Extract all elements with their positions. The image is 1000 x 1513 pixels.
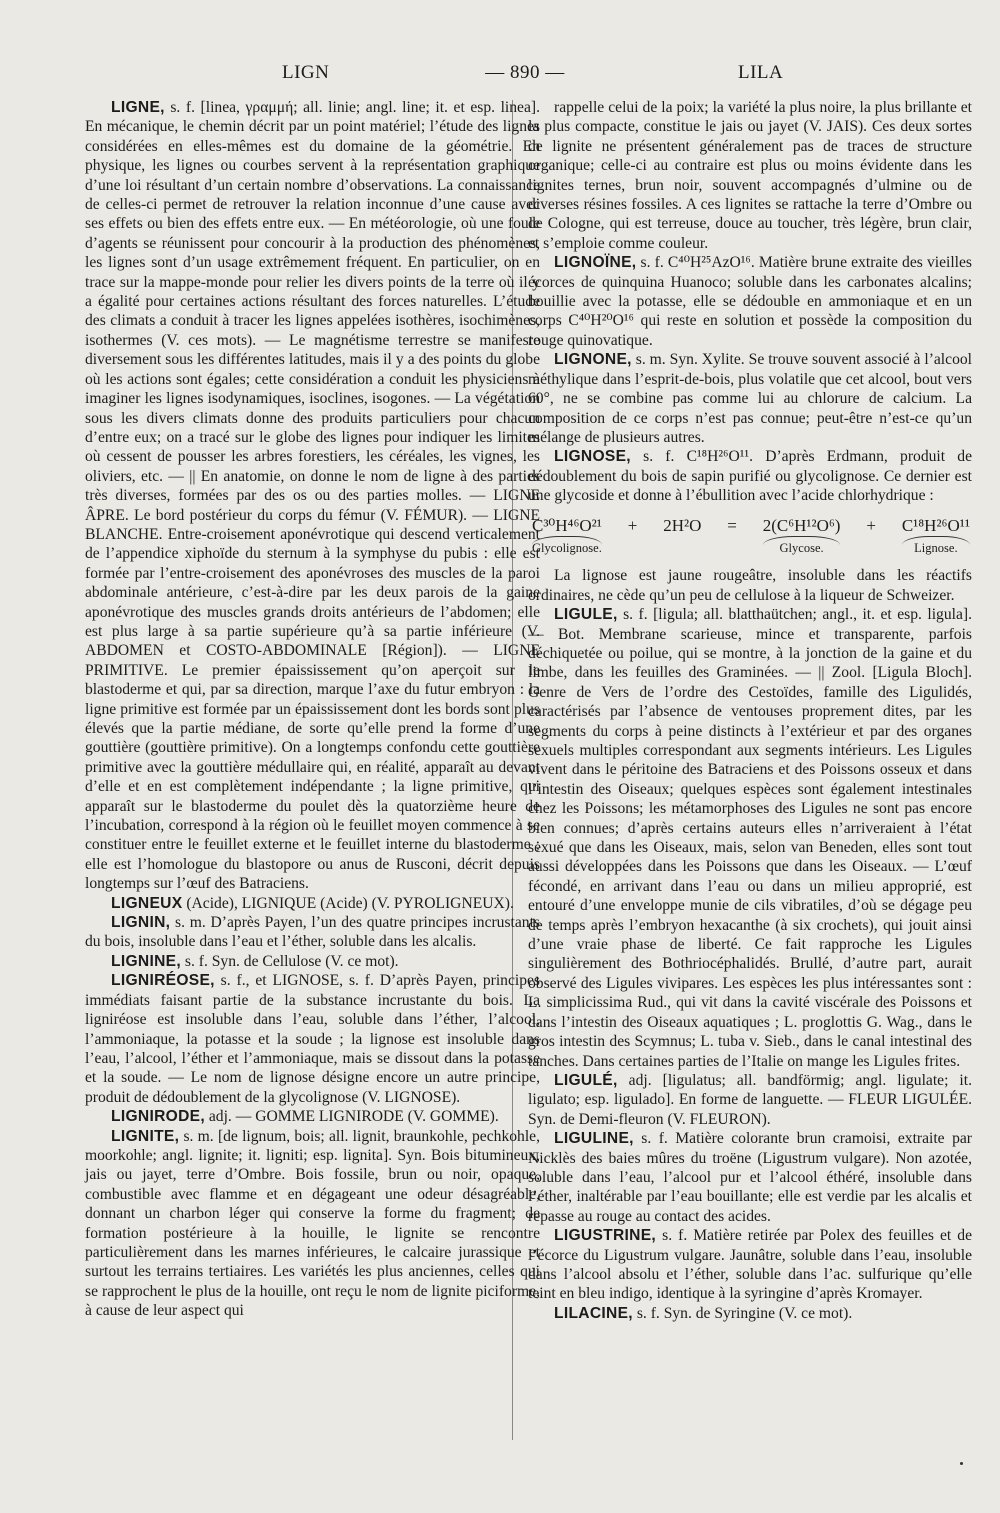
equation-term-water (663, 516, 701, 535)
equation-term-glycolignose (532, 516, 602, 559)
dictionary-entry (528, 1071, 972, 1129)
dictionary-entry (85, 913, 540, 952)
entry-text: s. f. C¹⁸H²⁶O¹¹. D’après Erdmann, produit de dédoublement du bois de sapin purifié ou glycolignose. Ce dernier est une glycoside et donne à l’ébullition avec l’acide chlorhydrique : (528, 448, 972, 505)
dictionary-entry (85, 1107, 540, 1126)
equation-term-lignose (902, 516, 970, 559)
chemical-equation (532, 516, 970, 559)
page-number: — 890 — (485, 62, 565, 83)
entry-text: s. f. [linea, γραμμή; all. linie; angl. line; it. et esp. linea]. En mécanique, le chemin décrit par un point matériel; l’étude des lignes considérées en elles-mêmes est du domaine de la géométrie. En physique, les lignes ou courbes servent à la représentation graphique d’une loi résultant d’un certain nombre d’observations. La connaissance de celles-ci permet de retrouver la relation inconnue d’une cause avec ses effets ou bien des effets entre eux. — En météorologie, où une foule d’agents se réunissent pour concourir à la production des phénomènes, les lignes sont d’un usage extrêmement fréquent. En particulier, on en trace sur la mappe-monde pour relier les divers points de la terre où il y a égalité pour certaines actions résultant des forces naturelles. L’étude des climats a conduit à tracer les lignes appelées isothères, isochimènes, isothermes (V. ces mots). — Le magnétisme terrestre se manifeste diversement sous les différentes latitudes, mais il y a des points du globe où les actions sont égales; cette considération a conduit les physiciens à imaginer les lignes isodynamiques, isoclines, isogones. — La végétation sous les divers climats donne des produits particuliers pour chacun d’entre eux; on a tracé sur le globe des lignes pour indiquer les limites où cessent de pousser les arbres forestiers, les céréales, les vignes, les oliviers, etc. — || En anatomie, on donne le nom de ligne à des parties très diverses, formées par des os ou des parties molles. — LIGNE ÂPRE. Le bord postérieur du corps du fémur (V. FÉMUR). — LIGNE BLANCHE. Entre-croisement aponévrotique qui descend verticalement de l’appendice xiphoïde du sternum à la symphyse du pubis : elle est formée par l’entre-croisement des aponévroses des muscles de la paroi abdominale antérieure, c’est-à-dire par les deux parois de la gaine aponévrotique des muscles grands droits antérieurs de l’abdomen; elle est plus large à sa partie supérieure qu’à sa partie inférieure (V. ABDOMEN et COSTO-ABDOMINALE [Région]). — LIGNE PRIMITIVE. Le premier épaississement qu’on aperçoit sur le blastoderme et qui, par sa direction, marque l’axe du futur embryon : la ligne primitive est formée par un épaississement dont les bords sont plus élevés que la partie médiane, de sorte qu’elle prend la forme d’une gouttière (gouttière primitive). On a longtemps confondu cette gouttière primitive avec la gouttière médullaire qui, en réalité, apparaît au devant d’elle et en est complètement indépendante ; la ligne primitive, qui apparaît sur le blastoderme du poulet dès la quatorzième heure de l’incubation, correspond à la région où le feuillet moyen commence à se constituer entre le feuillet externe et le feuillet interne du blastoderme ; elle est l’homologue du blastopore ou anus de Rusconi, décrit depuis longtemps sur l’œuf des Batraciens. (85, 99, 540, 893)
entry-text: rappelle celui de la poix; la variété la plus noire, la plus brillante et la plus compacte, constitue le jais ou jayet (V. JAIS). Ces deux sortes de lignite ne présentent généralement pas de traces de structure organique; celle-ci au contraire est plus ou moins évidente dans les lignites ternes, brun noir, souvent accompagnés d’ulmine ou de diverses résines fossiles. A ces lignites se rattache la terre d’Ombre ou de Cologne, qui est terreuse, douce au toucher, très légère, brun clair, et s’emploie comme couleur. (528, 99, 972, 252)
dictionary-entry (85, 894, 540, 913)
entry-text: s. f. Syn. de Syringine (V. ce mot). (632, 1304, 853, 1322)
entry-headword: LIGNOÏNE, (554, 254, 637, 272)
entry-text: s. f., et LIGNOSE, s. f. D’après Payen, principes immédiats faisant partie de la substance incrustante du bois. La ligniréose est insoluble dans l’eau, soluble dans l’éther, l’alcool, l’ammoniaque, la potasse et la soude ; la lignose est insoluble dans l’eau, l’alcool, l’éther et l’ammoniaque, mais se dissout dans la potasse et la soude. — Le nom de lignose désigne encore un autre principe, produit de dédoublement de la glycolignose (V. LIGNOSE). (85, 972, 540, 1106)
formula-glycose: 2(C⁶H¹²O⁶) (762, 515, 841, 535)
right-column (528, 98, 972, 1323)
header-left-guideword: LIGN (282, 62, 330, 83)
equals-sign: = (727, 515, 737, 535)
formula-lignose: C¹⁸H²⁶O¹¹ (901, 515, 970, 535)
dictionary-entry (85, 971, 540, 1107)
entry-text: s. f. Matière colorante brun cramoisi, extraite par Nicklès des baies mûres du troëne (Ligustrum vulgare). Non azotée, soluble dans l’eau, l’alcool pur et l’alcool éthéré, insoluble dans l’éther, inaltérable par l’eau bouillante; elle est verdie par les alcalis et repasse au rouge au contact des acides. (528, 1130, 972, 1225)
header-right-guideword: LILA (738, 62, 784, 83)
entry-text: (Acide), LIGNIQUE (Acide) (V. PYROLIGNEUX). (182, 894, 514, 912)
label-glycolignose: Glycolignose. (532, 536, 602, 558)
label-glycose: Glycose. (763, 536, 841, 558)
entry-text: adj. — GOMME LIGNIRODE (V. GOMME). (204, 1108, 499, 1126)
entry-text: s. m. [de lignum, bois; all. lignit, braunkohle, pechkohle, moorkohle; angl. lignite; it. ligniti; esp. lignita]. Syn. Bois bitumineux, jais ou jayet, terre d’Ombre. Bois fossile, brun ou noir, opaque, combustible avec flamme et en dégageant une odeur désagréable, donnant un charbon léger qui conserve la forme du fragment; de formation postérieure à la houille, le lignite se rencontre particulièrement dans les marnes inférieures, le calcaire jurassique et surtout les terrains tertiaires. Les variétés les plus anciennes, celles qui se rapprochent le plus de la houille, ont reçu le nom de lignite piciforme, à cause de leur aspect qui (85, 1127, 540, 1320)
entry-text: s. f. Syn. de Cellulose (V. ce mot). (180, 952, 399, 970)
entry-text: s. f. Matière retirée par Polex des feuilles et de l’écorce du Ligustrum vulgare. Jaunâtre, soluble dans l’eau, insoluble dans l’alcool absolu et l’éther, soluble dans l’ac. sulfurique qu’elle teint en bleu indigo, identique à la syringine d’après Kromayer. (528, 1227, 972, 1303)
entry-text: s. f. [ligula; all. blatthaütchen; angl., it. et esp. ligula]. — Bot. Membrane scarieuse, mince et transparente, parfois déchiquetée ou poilue, qui se montre, à la jonction de la gaine et du limbe, dans les feuilles des Graminées. — || Zool. [Ligula Bloch]. Genre de Vers de l’ordre des Cestoïdes, famille des Ligulidés, caractérisés par l’absence de ventouses proprement dites, par les segments du corps à peine distincts à l’extérieur et par des organes sexuels multiples correspondant aux segments intérieurs. Les Ligules vivent dans le péritoine des Batraciens et des Poissons osseux et dans l’intestin des Oiseaux; quelques espèces sont également intestinales chez les Poissons; les métamorphoses des Ligules ne sont pas encore bien connues; d’après certains auteurs elles n’arriveraient à l’état sexué que dans les Oiseaux, mais, selon van Beneden, elles sont tout aussi développées dans les Poissons que dans les Oiseaux. — L’œuf fécondé, en arrivant dans l’eau ou dans un milieu approprié, est entouré d’une enveloppe munie de cils vibratiles, d’où se dégage peu de temps après l’embryon hexacanthe (à six crochets), qui jouit ainsi d’une vraie phase de liberté. Ce fait rapproche les Ligules singulièrement des Bothriocéphalidés. Brullé, d’autre part, aurait observé des Ligules vivipares. Les espèces les plus intéressantes sont : L. simplicissima Rud., qui vit dans la cavité viscérale des Poissons et dans l’intestin des Oiseaux aquatiques ; L. proglottis G. Wag., dans le gros intestin des Scymnus; L. tuba v. Sieb., dans le canal intestinal des tanches. Dans certaines parties de l’Italie on mange les Ligules frites. (528, 606, 972, 1070)
entry-headword: LIGNOSE, (554, 448, 631, 466)
right-column-part-a (528, 98, 972, 506)
entry-headword: LIGNEUX (111, 894, 183, 912)
label-lignose: Lignose. (902, 536, 970, 558)
dictionary-entry (528, 447, 972, 505)
entry-headword: LILACINE, (554, 1304, 633, 1322)
entry-headword: LIGNONE, (554, 351, 632, 369)
entry-headword: LIGNIN, (111, 914, 171, 932)
entry-headword: LIGUSTRINE, (554, 1227, 657, 1245)
equation-term-glycose (763, 516, 841, 559)
formula-glycolignose: C³⁰H⁴⁶O²¹ (532, 515, 602, 535)
dictionary-entry (528, 1129, 972, 1226)
formula-water: 2H²O (663, 515, 702, 535)
plus-sign: + (866, 515, 876, 535)
dictionary-entry (528, 1226, 972, 1304)
entry-headword: LIGNIRODE, (111, 1108, 205, 1126)
entry-headword: LIGULE, (554, 606, 618, 624)
dictionary-entry (85, 952, 540, 971)
entry-text: s. m. Syn. Xylite. Se trouve souvent associé à l’alcool méthylique dans l’esprit-de-bois, plus volatile que cet alcool, bout vers 60°, ne se combine pas comme lui au chlorure de calcium. La composition de ce corps n’est pas connue; peut-être n’est-ce qu’un mélange de plusieurs autres. (528, 351, 972, 446)
dictionary-entry (528, 1304, 972, 1323)
entry-headword: LIGNE, (111, 99, 165, 116)
plus-sign: + (627, 515, 638, 535)
entry-headword: LIGULINE, (554, 1130, 634, 1148)
entry-text: s. m. D’après Payen, l’un des quatre principes incrustants du bois, insoluble dans l’eau et l’éther, soluble dans les alcalis. (85, 914, 540, 951)
entry-headword: LIGNITE, (111, 1127, 180, 1145)
left-column (85, 98, 540, 1321)
right-column-part-b (528, 566, 972, 1323)
running-header (0, 62, 1000, 90)
dictionary-entry (528, 253, 972, 350)
dictionary-entry (528, 566, 972, 605)
entry-text: s. f. C⁴⁰H²⁵AzO¹⁶. Matière brune extraite des vieilles écorces de quinquina Huanoco; soluble dans les carbonates alcalins; bouillie avec la potasse, elle se dédouble en ammoniaque et en un corps C⁴⁰H²⁰O¹⁶ qui reste en solution et possède la composition du rouge quinovatique. (528, 254, 972, 349)
dictionary-entry (528, 605, 972, 1071)
entry-text: adj. [ligulatus; all. bandförmig; angl. ligulate; it. ligulato; esp. ligulado]. En forme de languette. — FLEUR LIGULÉE. Syn. de Demi-fleuron (V. FLEURON). (528, 1071, 972, 1128)
dictionary-entry (85, 1127, 540, 1321)
dictionary-entry (528, 350, 972, 447)
entry-headword: LIGNINE, (111, 952, 181, 970)
entry-headword: LIGNIRÉOSE, (111, 972, 215, 990)
entry-headword: LIGULÉ, (554, 1071, 618, 1089)
dictionary-entry (528, 98, 972, 253)
entry-text: La lignose est jaune rougeâtre, insoluble dans les réactifs ordinaires, ne cède qu’un peu de cellulose à la liqueur de Schweizer. (528, 567, 972, 604)
page-mark (960, 1462, 963, 1465)
dictionary-entry (85, 98, 540, 894)
